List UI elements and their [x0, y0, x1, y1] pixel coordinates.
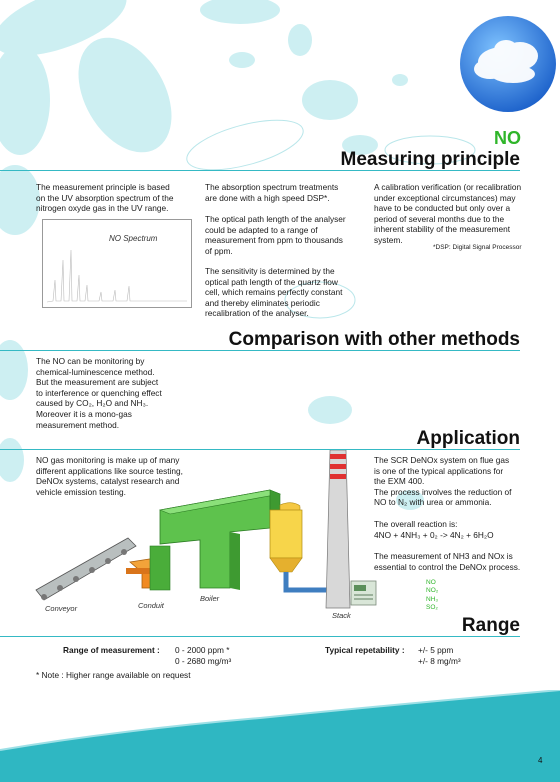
- gas-nh3: NH₃: [426, 595, 439, 603]
- gas-no: NO: [426, 579, 436, 586]
- stack: [326, 450, 350, 608]
- dsp-note: *DSP: Digital Signal Processor: [433, 244, 522, 251]
- range-note: * Note : Higher range available on request: [36, 670, 191, 680]
- bottom-wave: [0, 690, 560, 782]
- measuring-col3: A calibration verification (or recalibration under exceptional circumstances) may have to be conducted but only over a period of several months due to the inherent stability of the measurement system.: [374, 182, 522, 245]
- label-conduit: Conduit: [138, 601, 164, 610]
- gas-no2: NO₂: [426, 587, 439, 595]
- product-code: NO: [494, 128, 521, 148]
- spectrum-chart: [42, 219, 192, 308]
- measuring-col1: The measurement principle is based on the UV absorption spectrum of the nitrogen oxyde gas in the UV range.: [36, 182, 174, 214]
- cloud-sphere-icon: [458, 14, 558, 114]
- range-measurement-value-1: 0 - 2000 ppm *: [175, 645, 230, 655]
- divider: [0, 350, 520, 351]
- label-denox: DeNOx: [300, 500, 325, 509]
- range-title: Range: [461, 615, 520, 636]
- label-boiler: Boiler: [200, 594, 220, 603]
- range-measurement-label: Range of measurement :: [63, 645, 160, 655]
- comparison-title: Comparison with other methods: [228, 329, 520, 350]
- spectrum-label: NO Spectrum: [109, 234, 158, 243]
- gas-so2: SO₂: [426, 603, 438, 611]
- application-title: Application: [416, 428, 520, 449]
- divider: [0, 636, 520, 637]
- comparison-text: The NO can be monitoring by chemical-luminescence method. But the measurement are subject to interference or quenching effect caused by CO₂, H₂O and NH₃. Moreover it is a mono-gas measurement method.: [36, 356, 162, 430]
- range-measurement-value-2: 0 - 2680 mg/m³: [175, 656, 232, 666]
- page-number: 4: [538, 756, 543, 765]
- repeatability-label: Typical repetability :: [325, 645, 405, 655]
- duct: [286, 570, 330, 590]
- divider: [0, 170, 520, 171]
- measuring-col2-p1: The absorption spectrum treatments are done with a high speed DSP*.: [205, 182, 339, 203]
- measuring-col2-p2: The optical path length of the analyser could be adapted to a range of measurement from ppm to thousands of ppm.: [205, 214, 346, 256]
- label-conveyor: Conveyor: [45, 604, 78, 613]
- conveyor: [36, 538, 136, 600]
- gas-list: [426, 579, 438, 612]
- repeatability-value-1: +/- 5 ppm: [418, 645, 454, 655]
- application-left-text: NO gas monitoring is make up of many different applications like source testing, DeNOx systems, catalyst research and vehicle emission testing.: [36, 455, 183, 497]
- label-stack: Stack: [332, 611, 351, 620]
- application-right-p1: The SCR DeNOx system on flue gas is one of the typical applications for the EXM 400. The process involves the reduction of NO to N₂ with urea or ammonia.: [374, 455, 512, 508]
- application-right-p3: The measurement of NH3 and NOx is essential to control the DeNOx process.: [374, 551, 521, 572]
- application-right-p2: The overall reaction is: 4NO + 4NH₃ + 0₂ -> 4N₂ + 6H₂O: [374, 519, 494, 540]
- measuring-principle-title: Measuring principle: [340, 149, 520, 170]
- denox-unit: [270, 503, 302, 572]
- measuring-col2-p3: The sensitivity is determined by the optical path length of the quartz flow cell, which remains perfectly constant and thereby eliminates periodic recalibration of the analyser.: [205, 266, 343, 319]
- analyser-device-icon: [350, 580, 378, 610]
- repeatability-value-2: +/- 8 mg/m³: [418, 656, 461, 666]
- boiler: [150, 490, 280, 590]
